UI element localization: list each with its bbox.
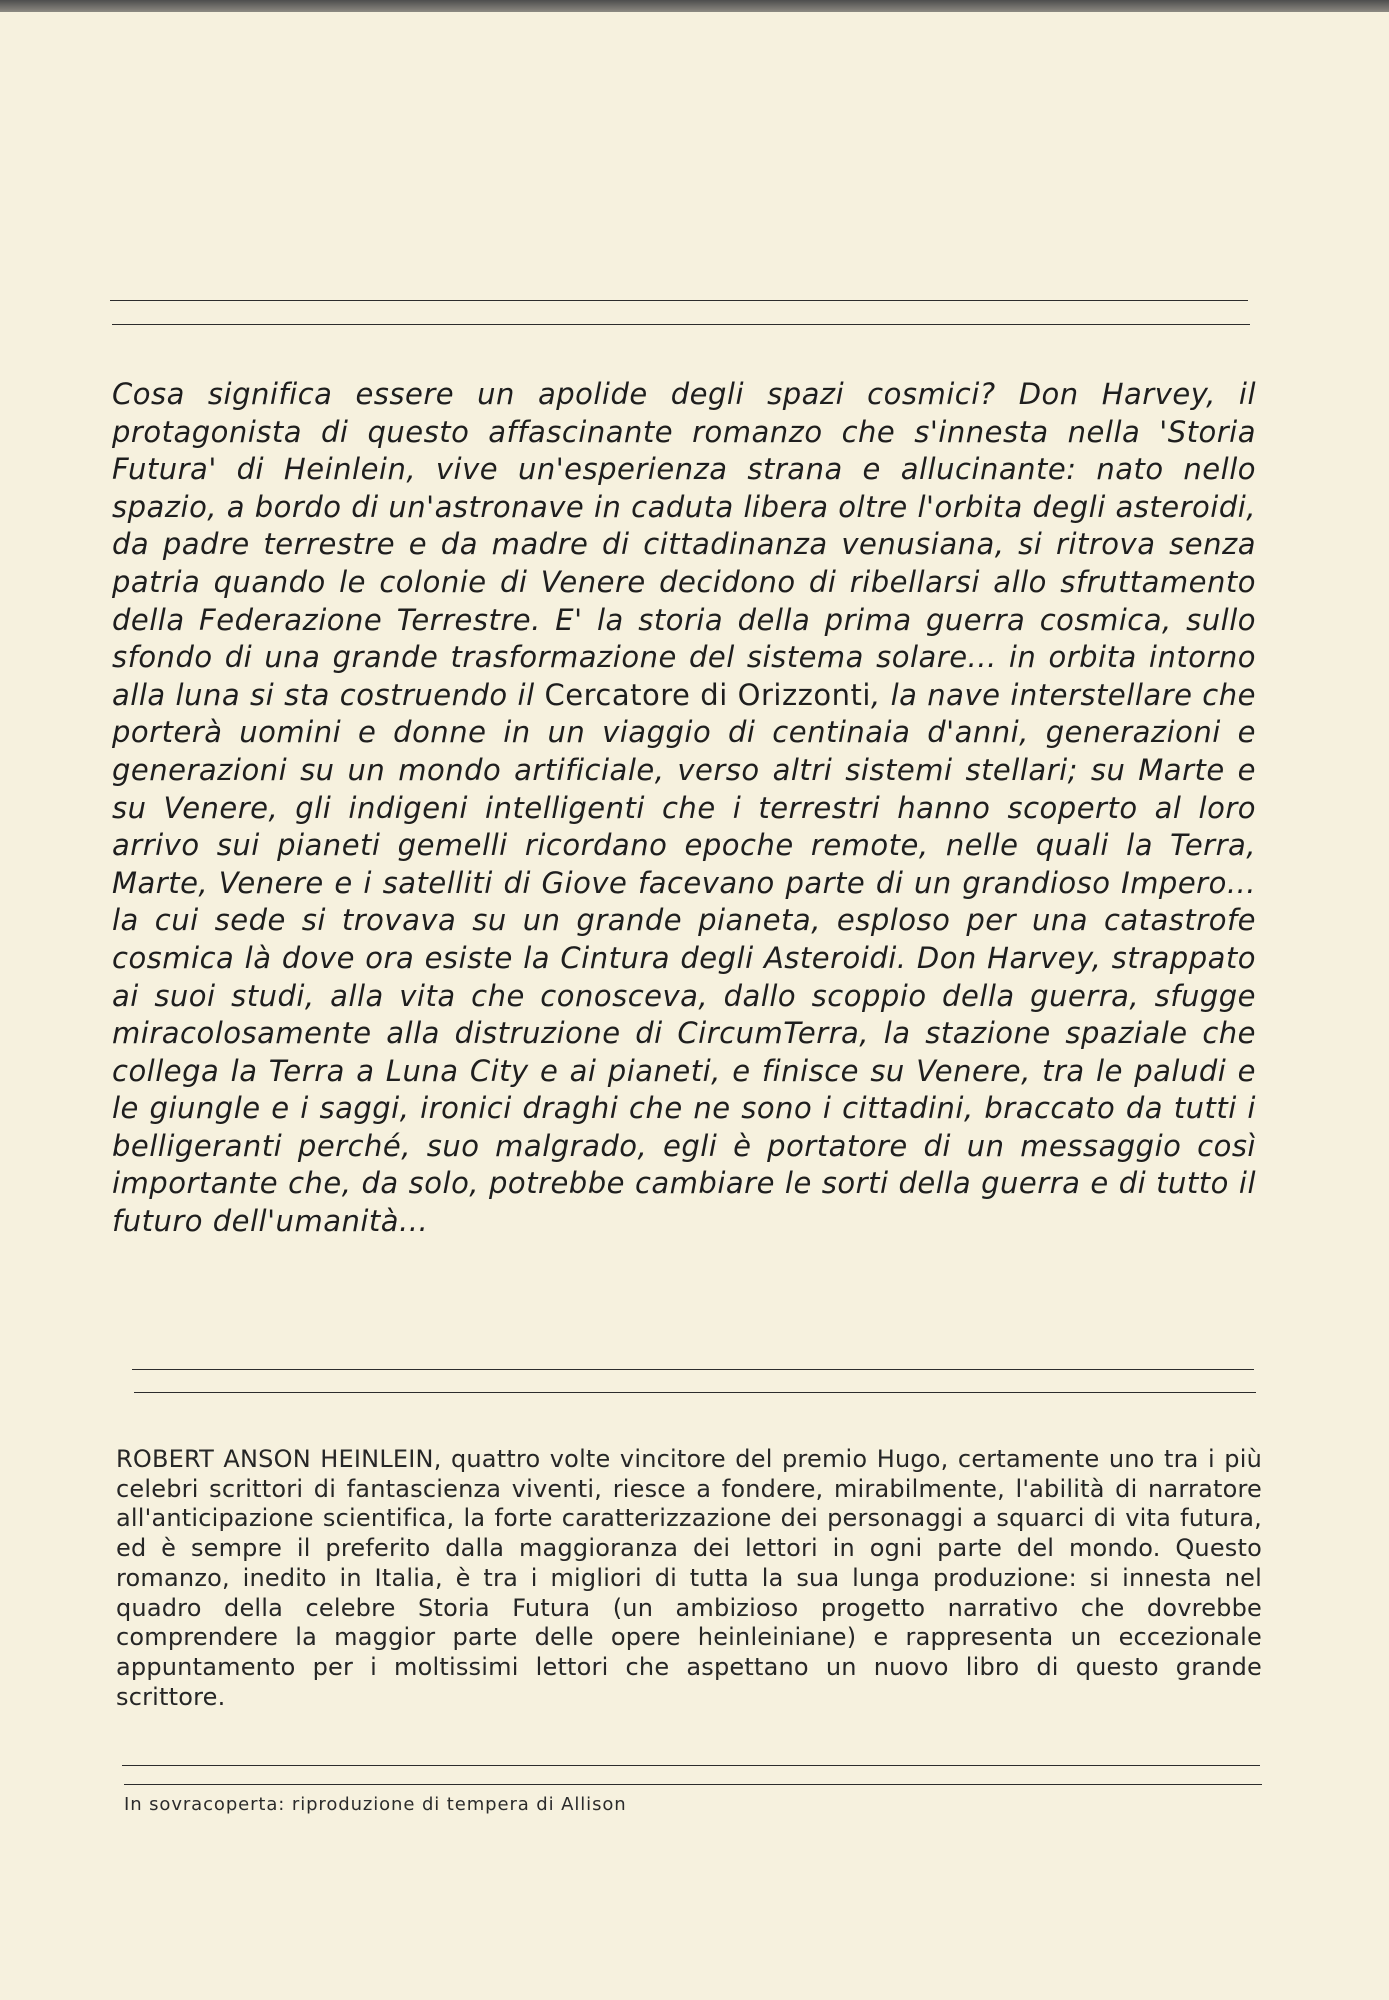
divider-bottom-2 [124, 1784, 1262, 1785]
synopsis-text-part-2: , la nave interstellare che porterà uomini e donne in un viaggio di centinaia d'anni, generazioni e generazioni su un mondo artificiale, verso altri sistemi stellari; su Marte e su Venere, gli indigeni intelligenti che i terrestri hanno scoperto al loro arrivo sui pianeti gemelli ricordano epoche remote, nelle quali la Terra, Marte, Venere e i satelliti di Giove facevano parte di un grandioso Impero... la cui sede si trovava su un grande pianeta, esploso per una catastrofe cosmica là dove ora esiste la Cintura degli Asteroidi. Don Harvey, strappato ai suoi studi, alla vita che conosceva, dallo scoppio della guerra, sfugge miracolosamente alla distruzione di CircumTerra, la stazione spaziale che collega la Terra a Luna City e ai pianeti, e finisce su Venere, tra le paludi e le giungle e i saggi, ironici draghi che ne sono i cittadini, braccato da tutti i belligeranti perché, suo malgrado, egli è portatore di un messaggio così importante che, da solo, potrebbe cambiare le sorti della guerra e di tutto il futuro dell'umanità... [112, 677, 1256, 1239]
author-bio-paragraph: ROBERT ANSON HEINLEIN, quattro volte vincitore del premio Hugo, certamente uno tra i più celebri scrittori di fantascienza viventi, riesce a fondere, mirabilmente, l'abilità di narratore all'anticipazione scientifica, la forte caratterizzazione dei personaggi a squarci di vita futura, ed è sempre il preferito dalla maggioranza dei lettori in ogni parte del mondo. Questo romanzo, inedito in Italia, è tra i migliori di tutta la sua lunga produzione: si innesta nel quadro della celebre Storia Futura (un ambizioso progetto narrativo che dovrebbe comprendere la maggior parte delle opere heinleiniane) e rappresenta un eccezionale appuntamento per i moltissimi lettori che aspettano un nuovo libro di questo grande scrittore. [116, 1445, 1262, 1711]
divider-top-1 [110, 300, 1248, 301]
ship-name: Cercatore di Orizzonti [544, 677, 871, 712]
divider-middle-1 [132, 1369, 1254, 1370]
divider-top-2 [112, 324, 1250, 325]
synopsis-text-part-1: Cosa significa essere un apolide degli spazi cosmici? Don Harvey, il protagonista di questo affascinante romanzo che s'innesta nella 'Storia Futura' di Heinlein, vive un'esperienza strana e allucinante: nato nello spazio, a bordo di un'astronave in caduta libera oltre l'orbita degli asteroidi, da padre terrestre e da madre di cittadinanza venusiana, si ritrova senza patria quando le colonie di Venere decidono di ribellarsi allo sfruttamento della Federazione Terrestre. E' la storia della prima guerra cosmica, sullo sfondo di una grande trasformazione del sistema solare... in orbita intorno alla luna si sta costruendo il [112, 377, 1256, 712]
synopsis-paragraph [112, 376, 1256, 1241]
page-top-edge [0, 0, 1389, 12]
divider-middle-2 [134, 1392, 1256, 1393]
cover-credit: In sovracoperta: riproduzione di tempera di Allison [124, 1794, 627, 1815]
divider-bottom-1 [122, 1765, 1260, 1766]
